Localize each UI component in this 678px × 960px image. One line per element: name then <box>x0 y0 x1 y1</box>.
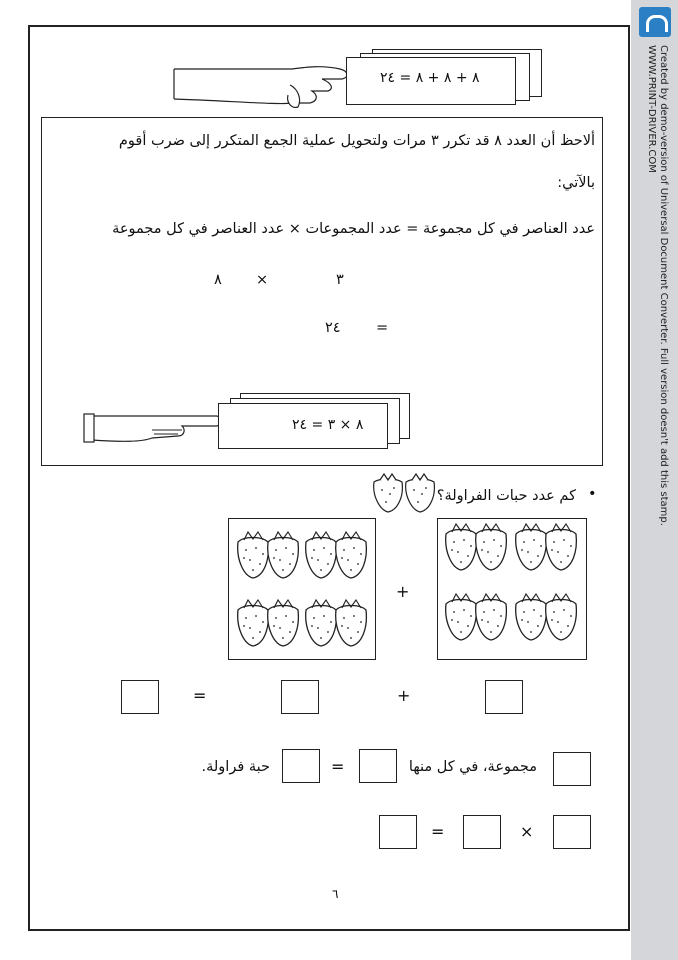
fill-line-part-1: مجموعة، في كل منها <box>408 759 537 775</box>
groups-plus-sign: + <box>396 582 410 601</box>
stamp-line-1: Created by demo-version of Universal Document Converter. Full version doesn't add this stamp. <box>658 45 669 526</box>
answer-equals-sign: = <box>193 686 207 705</box>
pointing-hand-bottom-icon <box>82 408 222 448</box>
pointing-hand-top-icon <box>172 55 352 110</box>
answer-box-items-a[interactable] <box>359 749 397 783</box>
strawberry-pair-2-icon <box>304 530 370 582</box>
answer-box-items-b[interactable] <box>282 749 320 783</box>
fill-equals-sign: = <box>331 757 345 776</box>
answer-box-mult-2[interactable] <box>463 815 501 849</box>
mult-times-sign: × <box>520 822 534 841</box>
times-sign: × <box>256 272 269 288</box>
stamp-text <box>645 45 669 945</box>
stamp-line-2: WWW.PRINT-DRIVER.COM <box>646 45 657 173</box>
strawberry-pair-4-icon <box>304 598 370 650</box>
answer-box-group-1[interactable] <box>485 680 523 714</box>
strawberry-pair-icon <box>370 472 440 516</box>
answer-box-group-2[interactable] <box>281 680 319 714</box>
answer-box-mult-1[interactable] <box>553 815 591 849</box>
strawberry-pair-7-icon <box>444 592 510 644</box>
num-groups-value: ٣ <box>336 272 344 288</box>
strawberry-pair-8-icon <box>514 592 580 644</box>
top-card-equation: ٨ + ٨ + ٨ = ٢٤ <box>380 70 480 86</box>
answer-plus-sign: + <box>397 686 411 705</box>
explanation-line-2: بالآتي: <box>557 175 595 191</box>
num-items-value: ٨ <box>214 272 222 288</box>
question-text: كم عدد حبات الفراولة؟ <box>436 488 576 504</box>
bottom-card-equation: ٨ × ٣ = ٢٤ <box>292 417 364 433</box>
page-number: ٦ <box>332 887 339 901</box>
explanation-line-1: ألاحظ أن العدد ٨ قد تكرر ٣ مرات ولتحويل عملية الجمع المتكرر إلى ضرب أقوم <box>118 133 595 149</box>
answer-box-num-groups[interactable] <box>553 752 591 786</box>
answer-box-sum[interactable] <box>121 680 159 714</box>
strawberry-pair-5-icon <box>444 522 510 574</box>
answer-box-product[interactable] <box>379 815 417 849</box>
question-bullet: • <box>588 486 597 502</box>
strawberry-pair-1-icon <box>236 530 302 582</box>
result-value: ٢٤ <box>325 320 341 336</box>
strawberry-pair-3-icon <box>236 598 302 650</box>
formula-line: عدد العناصر في كل مجموعة = عدد المجموعات × عدد العناصر في كل مجموعة <box>112 221 595 237</box>
converter-logo-icon <box>639 7 671 37</box>
strawberry-pair-6-icon <box>514 522 580 574</box>
equals-sign: = <box>376 320 389 336</box>
fill-line-part-2: حبة فراولة. <box>201 759 270 775</box>
mult-equals-sign: = <box>431 822 445 841</box>
